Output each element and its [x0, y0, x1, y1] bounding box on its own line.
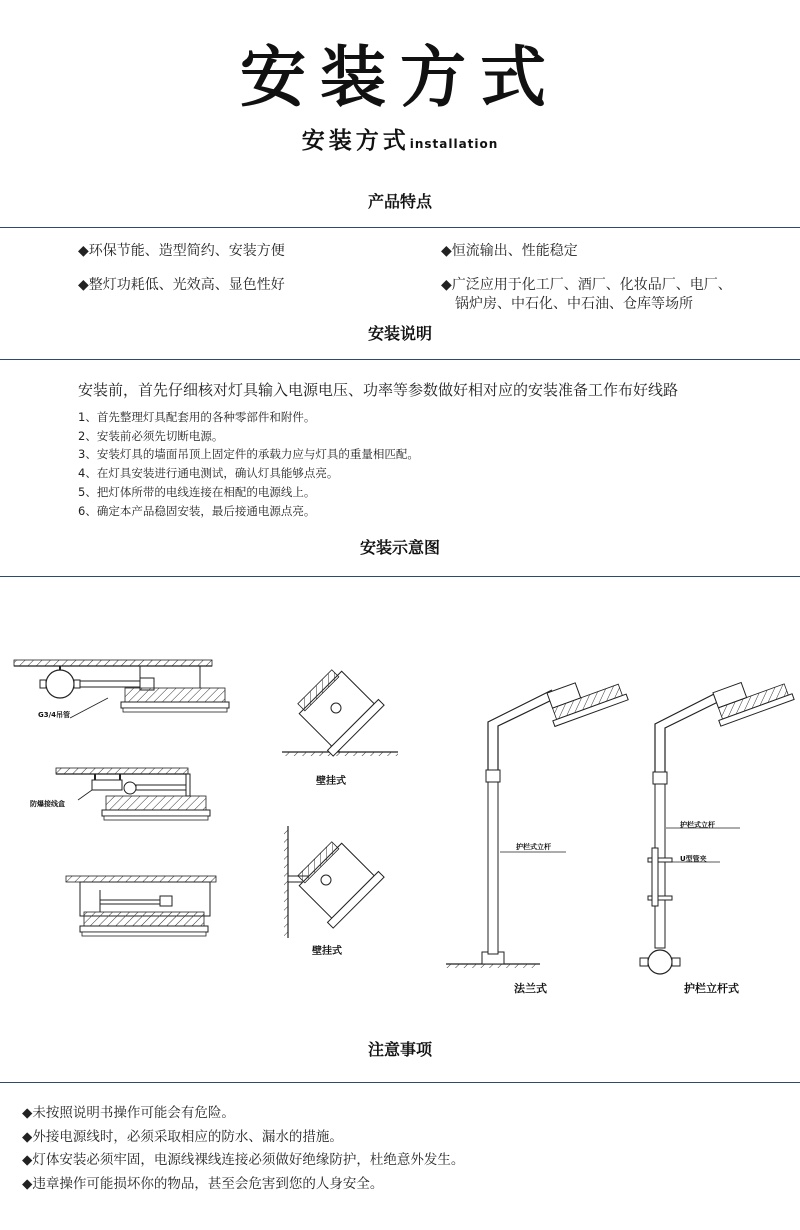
step-item: 6、确定本产品稳固安装，最后接通电源点亮。: [78, 503, 316, 518]
features-divider: [0, 227, 800, 228]
junction-box-mount-drawing: [56, 768, 210, 820]
step-item: 1、首先整理灯具配套用的各种零部件和附件。: [78, 410, 316, 424]
instructions-intro: 安装前，首先仔细核对灯具输入电源电压、功率等参数做好相对应的安装准备工作布好线路: [78, 381, 679, 399]
step-item: 4、在灯具安装进行通电测试，确认灯具能够点亮。: [78, 466, 339, 481]
notes-title: 注意事项: [367, 1040, 432, 1059]
instruction-steps: [78, 408, 419, 520]
note-item: ◆未按照说明书操作可能会有危险。: [22, 1105, 235, 1121]
diagram-title: 安装示意图: [359, 538, 440, 557]
feature-item: ◆整灯功耗低、光效高、显色性好: [78, 277, 285, 293]
diagram-divider: [0, 576, 800, 577]
feature-item: ◆环保节能、造型简约、安装方便: [78, 243, 285, 259]
instructions-divider: [0, 359, 800, 360]
notes-list: [22, 1102, 464, 1196]
ceiling-mount-drawing: [66, 876, 216, 936]
note-item: ◆外接电源线时，必须采取相应的防水、漏水的措施。: [22, 1128, 343, 1145]
flange-pole-label: 护栏式立杆: [516, 843, 551, 851]
wall-mount-caption: 壁挂式: [312, 946, 342, 957]
subtitle-en: installation: [409, 137, 499, 151]
u-clamp-label: U型管夹: [680, 855, 707, 863]
guardrail-pole-drawing: [640, 667, 794, 974]
wall-mount-caption: 壁挂式: [316, 776, 346, 787]
floor-bracket-drawing: [282, 661, 398, 756]
page-title: 安装方式: [240, 39, 560, 116]
subtitle-cn: 安装方式: [301, 128, 410, 154]
installation-drawing: [0, 600, 800, 1010]
feature-item: ◆恒流输出、性能稳定: [441, 243, 578, 259]
pipe-label: G3/4吊管: [38, 711, 71, 719]
instructions-title: 安装说明: [367, 324, 432, 343]
features-title: 产品特点: [367, 192, 432, 211]
feature-item: 锅炉房、中石化、中石油、仓库等场所: [455, 296, 693, 312]
notes-divider: [0, 1082, 800, 1083]
guard-pole-label: 护栏式立杆: [680, 821, 715, 829]
note-item: ◆违章操作可能损坏你的物品，甚至会危害到您的人身安全。: [22, 1175, 384, 1192]
flange-caption: 法兰式: [514, 982, 547, 995]
junction-box-label: 防爆接线盒: [30, 800, 65, 808]
step-item: 3、安装灯具的墙面吊顶上固定件的承载力应与灯具的重量相匹配。: [78, 447, 419, 462]
flange-pole-drawing: [446, 668, 628, 968]
step-item: 5、把灯体所带的电线连接在相配的电源线上。: [78, 484, 316, 499]
installation-diagram: [0, 600, 800, 1010]
guard-caption: 护栏立杆式: [684, 982, 739, 995]
note-item: ◆灯体安装必须牢固，电源线裸线连接必须做好绝缘防护，杜绝意外发生。: [22, 1152, 465, 1168]
subtitle: [0, 126, 800, 159]
step-item: 2、安装前必须先切断电源。: [78, 428, 224, 443]
wall-bracket-drawing: [284, 826, 384, 938]
feature-item: ◆广泛应用于化工厂、酒厂、化妆品厂、电厂、: [441, 277, 732, 293]
